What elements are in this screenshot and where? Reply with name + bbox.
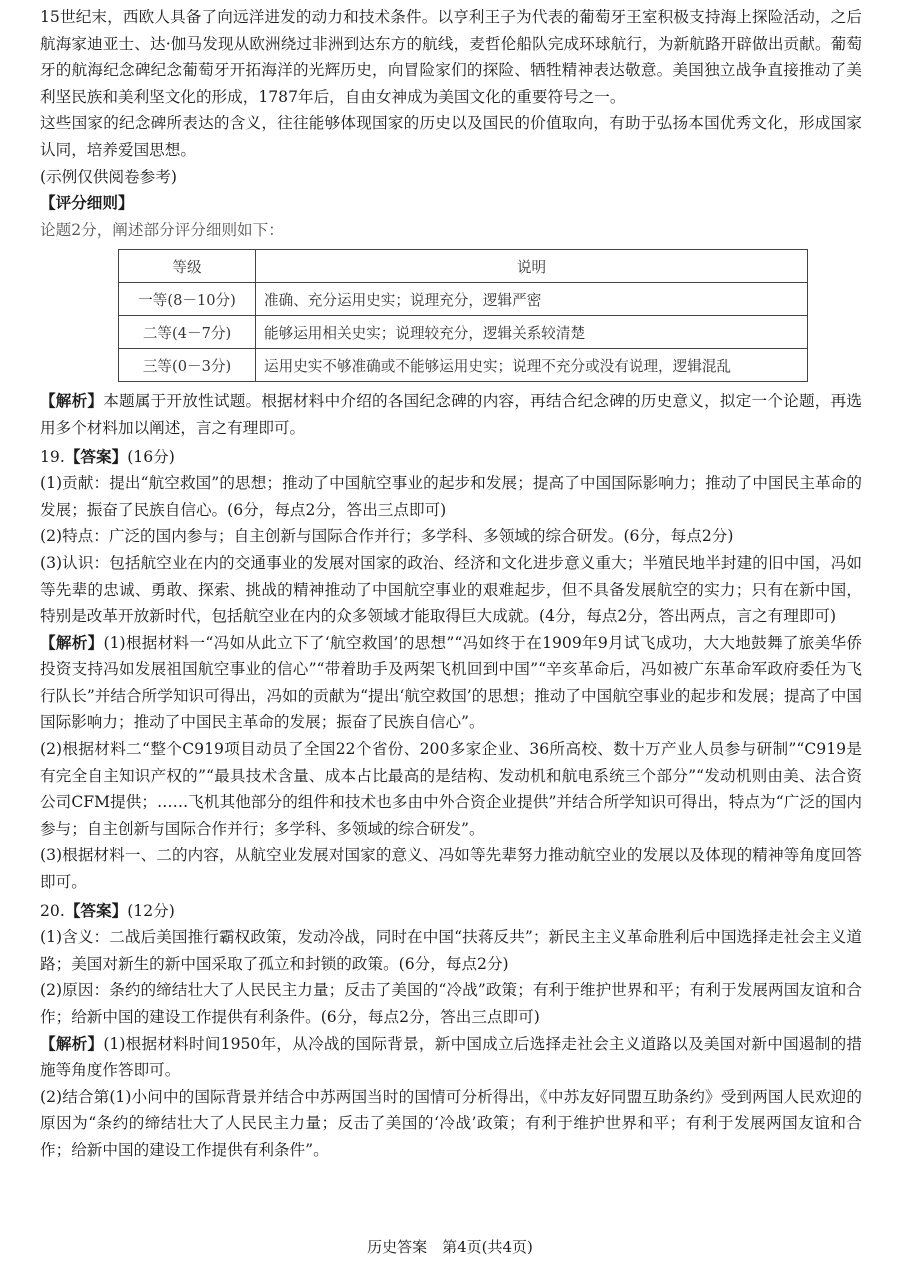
- rubric-row: [119, 349, 808, 382]
- question-number: 20.: [40, 901, 65, 920]
- rubric-desc: 能够运用相关史实；说理较充分，逻辑关系较清楚: [256, 316, 808, 349]
- analysis-label: 【解析】: [40, 391, 104, 411]
- explanation-text: (1)根据材料一“冯如从此立下了‘航空救国’的思想”“冯如终于在1909年9月试飞成功，大大地鼓舞了旅美华侨投资支持冯如发展祖国航空事业的信心”“带着助手及两架飞机回到中国”“辛亥革命后，冯如被广东革命军政府委任为飞行队长”并结合所学知识可得出，冯如的贡献为“提出‘航空救国’的思想；推动了中国航空事业的起步和发展；提高了中国国际影响力；推动了中国民主革命的发展；振奋了民族自信心”。: [40, 633, 862, 732]
- answer-label: 【答案】: [64, 900, 128, 920]
- score: (16分): [127, 447, 175, 466]
- answer-label: 【答案】: [64, 446, 128, 466]
- q20-explanation-1: [40, 1031, 862, 1084]
- q19-answer-heading: [40, 444, 862, 471]
- essay-paragraph-1: 15世纪末，西欧人具备了向远洋进发的动力和技术条件。以亨利王子为代表的葡萄牙王室积极支持海上探险活动，之后航海家迪亚士、达·伽马发现从欧洲绕过非洲到达东方的航线，麦哲伦船队完成环球航行，为新航路开辟做出贡献。葡萄牙的航海纪念碑纪念葡萄牙开拓海洋的光辉历史，向冒险家们的探险、牺牲精神表达敬意。美国独立战争直接推动了美利坚民族和美利坚文化的形成，1787年后，自由女神成为美国文化的重要符号之一。: [40, 8, 862, 106]
- rubric-level: 二等(4－7分): [119, 316, 256, 349]
- rubric-header-row: [119, 250, 808, 283]
- essay-paragraph-2: 这些国家的纪念碑所表达的含义，往往能够体现国家的历史以及国民的价值取向，有助于弘扬本国优秀文化，形成国家认同，培养爱国思想。: [40, 114, 862, 159]
- rubric-desc: 准确、充分运用史实；说理充分，逻辑严密: [256, 283, 808, 316]
- rubric-row: [119, 316, 808, 349]
- q20-explanation-2: (2)结合第(1)小问中的国际背景并结合中苏两国当时的国情可分析得出，《中苏友好同盟互助条约》受到两国人民欢迎的原因为“条约的缔结壮大了人民民主力量；反击了美国的‘冷战’政策；有利于维护世界和平；有利于发展两国友谊和合作；给新中国的建设工作提供有利条件”。: [40, 1087, 862, 1159]
- rubric-desc: 运用史实不够准确或不能够运用史实；说理不充分或没有说理，逻辑混乱: [256, 349, 808, 382]
- analysis-text: 本题属于开放性试题。根据材料中介绍的各国纪念碑的内容，再结合纪念碑的历史意义，拟定一个论题，再选用多个材料加以阐述，言之有理即可。: [40, 392, 862, 437]
- rubric-level: 三等(0－3分): [119, 349, 256, 382]
- analysis-label: 【解析】: [40, 1033, 104, 1053]
- explanation-text: (1)根据材料时间1950年，从冷战的国际背景，新中国成立后选择走社会主义道路以及美国对新中国遏制的措施等角度作答即可。: [40, 1034, 862, 1080]
- q19-answer-3: (3)认识：包括航空业在内的交通事业的发展对国家的政治、经济和文化进步意义重大；半殖民地半封建的旧中国，冯如等先辈的忠诚、勇敢、探索、挑战的精神推动了中国航空事业的艰难起步，但不具备发展航空的实力；只有在新中国，特别是改革开放新时代，包括航空业在内的众多领域才能取得巨大成就。(4分，每点2分，答出两点，言之有理即可): [40, 553, 862, 626]
- q19-answer-1: (1)贡献：提出“航空救国”的思想；推动了中国航空事业的起步和发展；提高了中国国际影响力；推动了中国民主革命的发展；振奋了民族自信心。(6分，每点2分，答出三点即可): [40, 474, 862, 519]
- rubric-table: [118, 249, 808, 382]
- page-content: [40, 4, 862, 1164]
- q19-explanation-3: (3)根据材料一、二的内容，从航空业发展对国家的意义、冯如等先辈努力推动航空业的发展以及体现的精神等角度回答即可。: [40, 846, 862, 892]
- essay-note: (示例仅供阅卷参考): [40, 167, 177, 186]
- analysis-label: 【解析】: [40, 632, 104, 652]
- page-footer: 历史答案 第4页(共4页): [367, 1238, 533, 1256]
- rubric-header-level: 等级: [119, 250, 256, 283]
- rubric-description: 论题2分，阐述部分评分细则如下：: [40, 220, 284, 239]
- rubric-header-desc: 说明: [256, 250, 808, 283]
- rubric-level: 一等(8－10分): [119, 283, 256, 316]
- q20-answer-2: (2)原因：条约的缔结壮大了人民民主力量；反击了美国的“冷战”政策；有利于维护世界和平；有利于发展两国友谊和合作；给新中国的建设工作提供有利条件。(6分，每点2分，答出三点即可): [40, 981, 862, 1026]
- question-number: 19.: [40, 447, 65, 466]
- rubric-heading: 【评分细则】: [40, 193, 134, 213]
- q18-analysis: [40, 388, 862, 441]
- q20-answer-1: (1)含义：二战后美国推行霸权政策，发动冷战，同时在中国“扶蒋反共”；新民主主义革命胜利后中国选择走社会主义道路；美国对新生的新中国采取了孤立和封锁的政策。(6分，每点2分): [40, 928, 862, 973]
- rubric-row: [119, 283, 808, 316]
- q19-answer-2: (2)特点：广泛的国内参与；自主创新与国际合作并行；多学科、多领域的综合研发。(6分，每点2分): [40, 527, 734, 546]
- q20-answer-heading: [40, 898, 862, 925]
- q19-explanation-1: [40, 630, 862, 736]
- score: (12分): [127, 901, 175, 920]
- q19-explanation-2: (2)根据材料二“整个C919项目动员了全国22个省份、200多家企业、36所高校、数十万产业人员参与研制”“C919是有完全自主知识产权的”“最具技术含量、成本占比最高的是结构、发动机和航电系统三个部分”“发动机则由美、法合资公司CFM提供；……飞机其他部分的组件和技术也多由中外合资企业提供”并结合所学知识可得出，特点为“广泛的国内参与；自主创新与国际合作并行；多学科、多领域的综合研发”。: [40, 740, 862, 838]
